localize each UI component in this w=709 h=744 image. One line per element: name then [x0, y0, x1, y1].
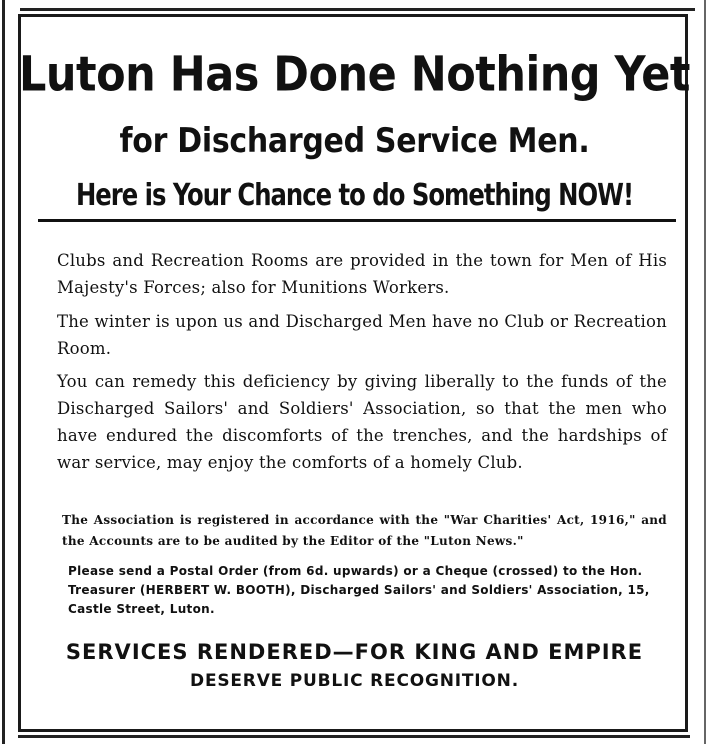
paragraph-winter: The winter is upon us and Discharged Men have no Club or Recreation Room.	[57, 312, 667, 358]
headline-main: Luton Has Done Nothing Yet	[19, 47, 690, 103]
paragraph-clubs: Clubs and Recreation Rooms are provided in the town for Men of His Majesty's Forces; also for Munitions Workers.	[57, 251, 667, 297]
headline-underline	[38, 219, 676, 222]
column-rule-right	[704, 0, 706, 744]
advertisement-bottom-rule	[18, 735, 690, 738]
registration-note: The Association is registered in accordance with the "War Charities' Act, 1916," and the Accounts are to be audited by the Editor of the "Luton News."	[62, 513, 667, 548]
headline-call-to-action: Here is Your Chance to do Something NOW!	[75, 178, 634, 213]
headline-sub: for Discharged Service Men.	[119, 121, 590, 162]
donation-note: Please send a Postal Order (from 6d. upwards) or a Cheque (crossed) to the Hon. Treasurer (HERBERT W. BOOTH), Discharged Sailors' and Soldiers' Association, 15, Castle Street, Luton.	[68, 564, 650, 616]
footer-slogan: SERVICES RENDERED—FOR KING AND EMPIRE	[65, 640, 644, 664]
footer-slogan-continued: DESERVE PUBLIC RECOGNITION.	[190, 671, 519, 691]
paragraph-remedy: You can remedy this deficiency by giving liberally to the funds of the Discharged Sailors' and Soldiers' Association, so that the men who have endured the discomforts of the trenches, and the hardships of war service, may enjoy the comforts of a homely Club.	[57, 372, 667, 472]
column-rule-left	[2, 0, 5, 744]
top-rule	[20, 8, 695, 11]
